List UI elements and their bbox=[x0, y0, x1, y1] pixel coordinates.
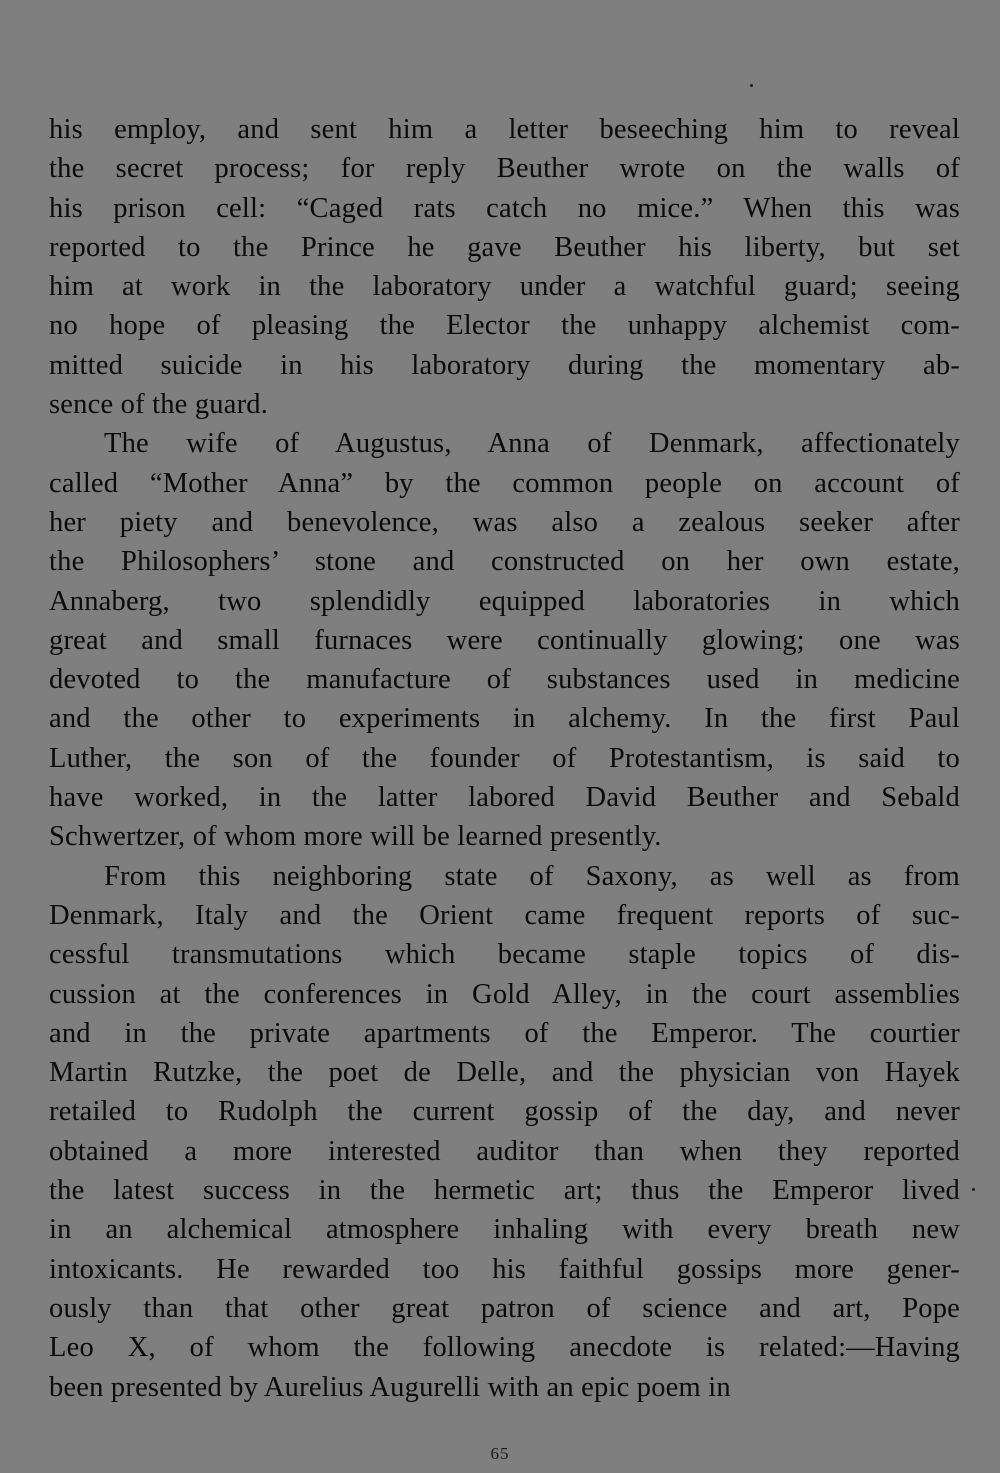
text-line: Schwertzer, of whom more will be learned presently. bbox=[49, 821, 662, 853]
paragraph bbox=[49, 857, 960, 1407]
body-text bbox=[49, 110, 960, 1407]
text-line: the latest success in the hermetic art; thus the Emperor lived bbox=[49, 1175, 960, 1207]
text-line: called “Mother Anna” by the common people on account of bbox=[49, 467, 960, 499]
text-line: intoxicants. He rewarded too his faithful gossips more gener- bbox=[49, 1253, 960, 1285]
text-line: Martin Rutzke, the poet de Delle, and the physician von Hayek bbox=[49, 1057, 960, 1089]
text-line: been presented by Aurelius Augurelli with an epic poem in bbox=[49, 1371, 731, 1403]
text-line: Leo X, of whom the following anecdote is related:—Having bbox=[49, 1332, 960, 1364]
paragraph bbox=[49, 424, 960, 856]
text-line: and in the private apartments of the Emperor. The courtier bbox=[49, 1017, 960, 1049]
text-line: his employ, and sent him a letter beseeching him to reveal bbox=[49, 114, 960, 145]
text-line: the Philosophers’ stone and constructed on her own estate, bbox=[49, 546, 960, 578]
text-line: From this neighboring state of Saxony, as well as from bbox=[104, 860, 960, 892]
text-line: obtained a more interested auditor than when they reported bbox=[49, 1135, 960, 1167]
print-speck bbox=[750, 84, 753, 87]
text-line: his prison cell: “Caged rats catch no mice.” When this was bbox=[49, 192, 960, 224]
text-line: cessful transmutations which became staple topics of dis- bbox=[49, 939, 960, 971]
text-line: Annaberg, two splendidly equipped laboratories in which bbox=[49, 585, 960, 617]
text-line: great and small furnaces were continually glowing; one was bbox=[49, 624, 960, 656]
text-line: no hope of pleasing the Elector the unhappy alchemist com- bbox=[49, 310, 960, 342]
text-line: reported to the Prince he gave Beuther his liberty, but set bbox=[49, 231, 960, 263]
text-line: the secret process; for reply Beuther wrote on the walls of bbox=[49, 153, 960, 185]
text-line: have worked, in the latter labored David Beuther and Sebald bbox=[49, 782, 960, 814]
text-line: her piety and benevolence, was also a zealous seeker after bbox=[49, 506, 960, 538]
text-line: him at work in the laboratory under a watchful guard; seeing bbox=[49, 271, 960, 303]
text-line: in an alchemical atmosphere inhaling with every breath new bbox=[49, 1214, 960, 1246]
text-line: The wife of Augustus, Anna of Denmark, affectionately bbox=[104, 428, 960, 460]
print-speck bbox=[972, 1188, 975, 1191]
text-line: cussion at the conferences in Gold Alley, in the court assemblies bbox=[49, 978, 960, 1010]
text-line: retailed to Rudolph the current gossip of the day, and never bbox=[49, 1096, 960, 1128]
text-line: and the other to experiments in alchemy. In the first Paul bbox=[49, 703, 960, 735]
text-line: devoted to the manufacture of substances used in medicine bbox=[49, 664, 960, 696]
paragraph bbox=[49, 110, 960, 424]
text-line: Denmark, Italy and the Orient came frequent reports of suc- bbox=[49, 899, 960, 931]
page-number: 65 bbox=[490, 1444, 510, 1463]
text-line: Luther, the son of the founder of Protestantism, is said to bbox=[49, 742, 960, 774]
text-line: mitted suicide in his laboratory during the momentary ab- bbox=[49, 349, 960, 381]
text-line: ously than that other great patron of science and art, Pope bbox=[49, 1292, 960, 1324]
text-line: sence of the guard. bbox=[49, 389, 269, 421]
